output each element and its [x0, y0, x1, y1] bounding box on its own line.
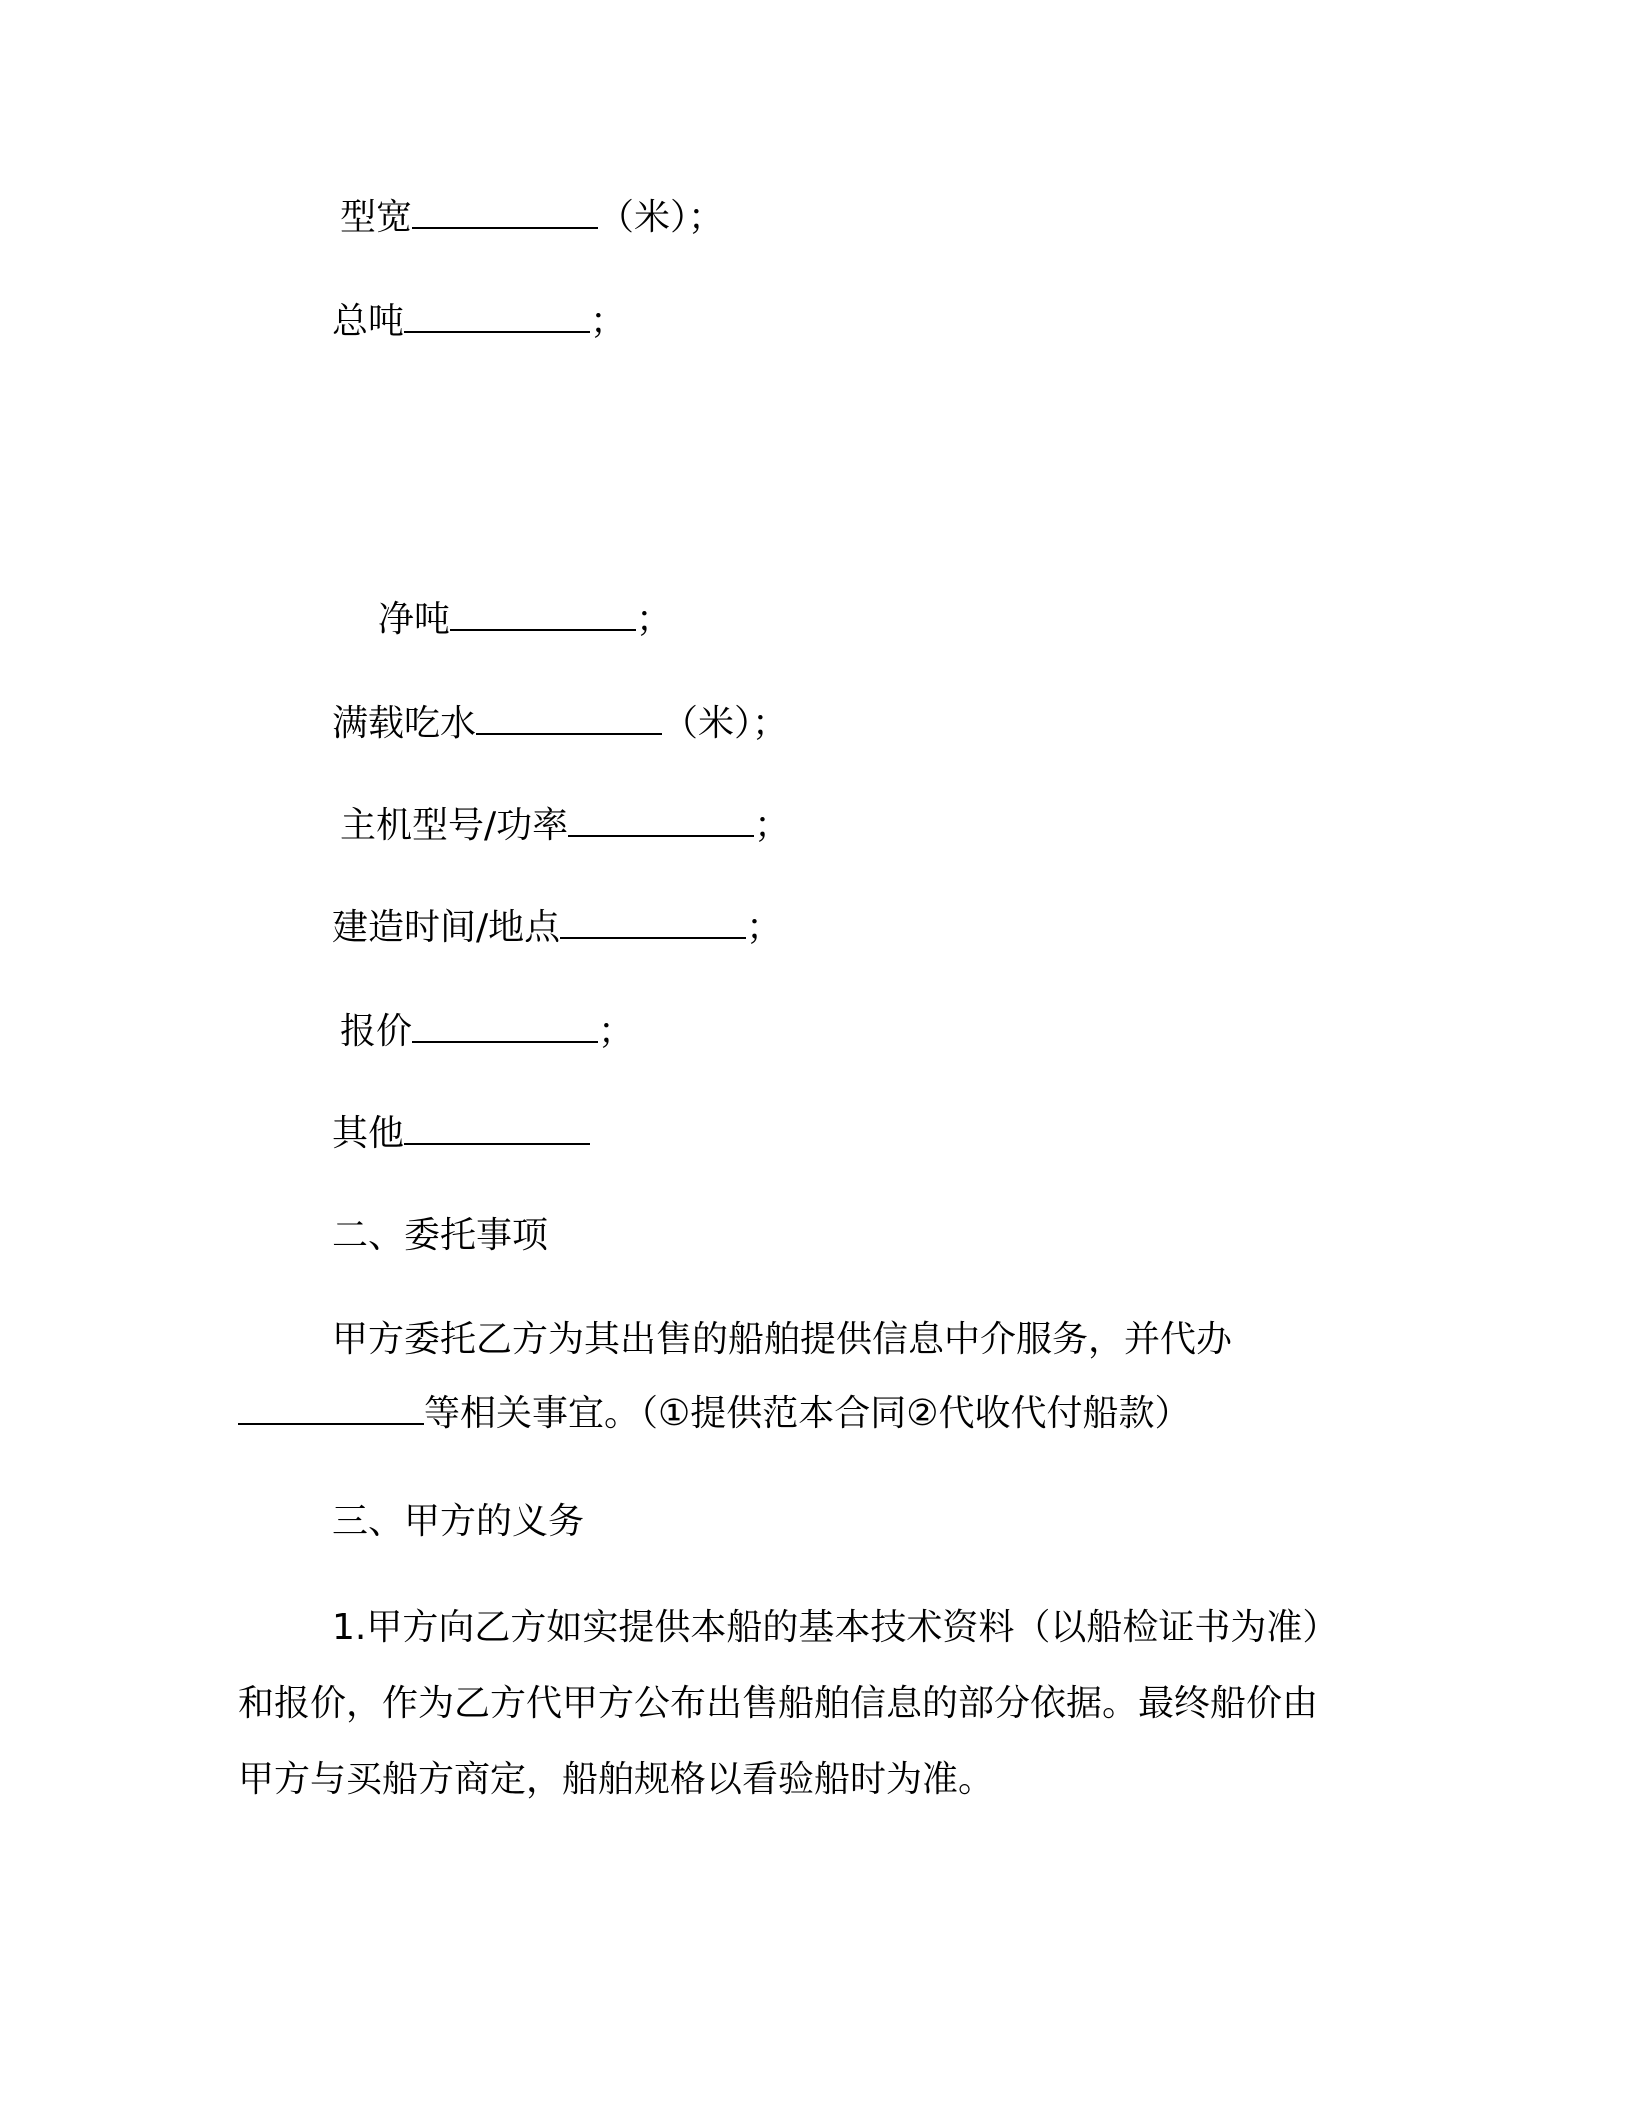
field-full-load-draft: [332, 700, 788, 748]
field-suffix: ；: [636, 599, 673, 640]
paragraph-line: 甲方与买船方商定，船舶规格以看验船时为准。: [238, 1759, 995, 1800]
field-other: [332, 1110, 590, 1158]
paragraph-line: 甲方委托乙方为其出售的船舶提供信息中介服务，并代办: [332, 1319, 1233, 1360]
field-suffix: ；: [590, 301, 627, 342]
fill-in-blank[interactable]: [560, 907, 746, 939]
paragraph-line: 和报价，作为乙方代甲方公布出售船舶信息的部分依据。最终船价由: [238, 1683, 1319, 1724]
fill-in-blank[interactable]: [412, 1011, 598, 1043]
field-build-time-place: [332, 904, 782, 952]
field-suffix: ；: [754, 805, 791, 846]
field-label: 总吨: [332, 301, 405, 342]
field-label: 型宽: [340, 197, 413, 238]
field-suffix: ；: [746, 907, 783, 948]
field-label: 其他: [332, 1113, 405, 1154]
field-suffix: （米）；: [598, 197, 725, 238]
field-label: 报价: [340, 1011, 413, 1052]
fill-in-blank[interactable]: [412, 197, 598, 229]
section-heading: 三、甲方的义务: [332, 1501, 585, 1542]
field-suffix: （米）；: [662, 703, 789, 744]
field-suffix: ；: [598, 1011, 635, 1052]
fill-in-blank[interactable]: [404, 301, 590, 333]
field-gross-tonnage: [332, 298, 626, 346]
fill-in-blank[interactable]: [404, 1113, 590, 1145]
paragraph-line: 1.甲方向乙方如实提供本船的基本技术资料（以船检证书为准）: [332, 1607, 1339, 1648]
fill-in-blank[interactable]: [450, 599, 636, 631]
field-label: 净吨: [378, 599, 451, 640]
paragraph-text: 等相关事宜。（①提供范本合同②代收代付船款）: [424, 1393, 1191, 1434]
field-main-engine: [340, 802, 790, 850]
fill-in-blank[interactable]: [238, 1393, 424, 1425]
field-beam: [340, 194, 724, 242]
section-heading: 二、委托事项: [332, 1215, 549, 1256]
field-label: 主机型号/功率: [340, 805, 569, 846]
field-quote: [340, 1008, 634, 1056]
paragraph-line: [238, 1390, 1191, 1438]
field-label: 满载吃水: [332, 703, 477, 744]
fill-in-blank[interactable]: [568, 805, 754, 837]
fill-in-blank[interactable]: [476, 703, 662, 735]
field-net-tonnage: [378, 596, 672, 644]
field-label: 建造时间/地点: [332, 907, 561, 948]
